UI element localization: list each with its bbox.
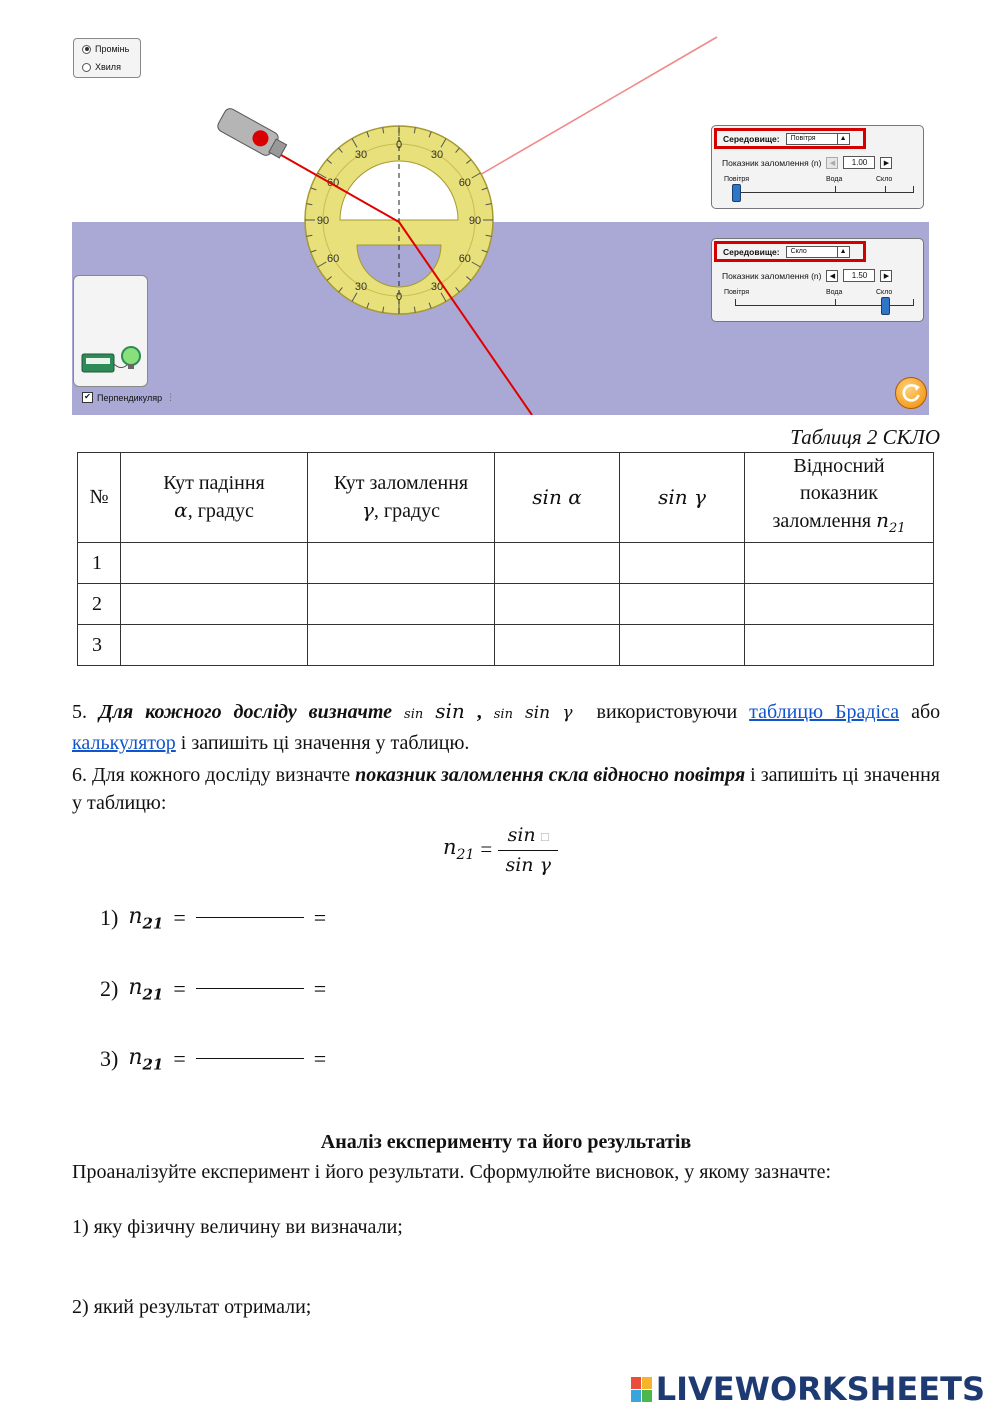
- table-row: 2: [78, 584, 934, 625]
- input-cell[interactable]: [745, 584, 934, 625]
- protractor-label: 60: [458, 253, 471, 265]
- input-cell[interactable]: [495, 584, 620, 625]
- simulation-canvas: [72, 35, 929, 415]
- radio-icon[interactable]: [82, 45, 91, 54]
- task-6: 6. Для кожного досліду визначте показник заломлення скла відносно повітря і запишіть ці значення у таблицю:: [72, 764, 940, 814]
- header-number: №: [78, 453, 121, 543]
- increase-index-button[interactable]: ▶: [880, 270, 892, 282]
- answer-fraction-field[interactable]: [196, 1058, 304, 1059]
- calculator-link[interactable]: калькулятор: [72, 732, 176, 754]
- index-value[interactable]: 1.00: [843, 156, 875, 169]
- answer-line-3: 3) $n_{21}$ = =: [100, 1045, 327, 1074]
- protractor-label: 60: [458, 177, 471, 189]
- answer-line-1: 1) $n_{21}$ = =: [100, 904, 327, 933]
- refraction-simulation: [72, 35, 929, 415]
- input-cell[interactable]: [121, 584, 308, 625]
- checkbox-icon[interactable]: ✔: [82, 392, 93, 403]
- tools-box: [73, 275, 148, 387]
- bottom-medium-panel: Середовище: Скло ▲ Показник заломлення (n) ◀ 1.50 ▶ Повітря Вода Скло: [711, 238, 924, 322]
- protractor-label: 90: [468, 215, 482, 227]
- dropdown-arrow-icon: ▲: [837, 134, 849, 144]
- medium-select[interactable]: Повітря ▲: [786, 133, 850, 145]
- input-cell[interactable]: [745, 625, 934, 666]
- intensity-meter-icon[interactable]: [74, 276, 147, 386]
- mode-option-wave[interactable]: Хвиля: [82, 62, 121, 72]
- results-table: [77, 452, 934, 666]
- slider-track[interactable]: [735, 192, 914, 193]
- input-cell[interactable]: [308, 584, 495, 625]
- analysis-question-1: 1) яку фізичну величину ви визначали;: [72, 1216, 403, 1238]
- refraction-formula: $n_{21}$ = sin □ sin γ: [443, 822, 558, 876]
- header-refraction-angle: Кут заломлення γ, градус: [308, 453, 495, 543]
- input-cell[interactable]: [620, 543, 745, 584]
- input-cell[interactable]: [308, 543, 495, 584]
- reset-button[interactable]: [895, 377, 927, 409]
- protractor-label: 90: [316, 215, 330, 227]
- liveworksheets-logo: LIVEWORKSHEETS: [631, 1370, 985, 1408]
- header-relative-index: Відносний показник заломлення $n_{21}$: [745, 453, 934, 543]
- slider-tick: [885, 186, 886, 193]
- laser-pointer[interactable]: [216, 107, 289, 163]
- input-cell[interactable]: [745, 543, 934, 584]
- analysis-intro: Проаналізуйте експеримент і його результати. Сформулюйте висновок, у якому зазначте:: [72, 1161, 832, 1183]
- protractor-label: 0: [395, 139, 403, 151]
- slider-tick: [735, 299, 736, 306]
- input-cell[interactable]: [308, 625, 495, 666]
- medium-select[interactable]: Скло ▲: [786, 246, 850, 258]
- table-caption: Таблиця 2 СКЛО: [790, 425, 940, 449]
- perpendicular-toggle[interactable]: ✔ Перпендикуляр ⋮: [82, 392, 175, 403]
- index-slider-thumb[interactable]: [881, 297, 890, 315]
- protractor-label: 30: [354, 280, 368, 293]
- header-sin-alpha: sin α: [495, 453, 620, 543]
- formula-fraction: sin □ sin γ: [498, 822, 558, 876]
- dropdown-arrow-icon: ▲: [837, 247, 849, 257]
- slider-tick: [835, 186, 836, 193]
- slider-tick: [913, 186, 914, 193]
- analysis-question-2: 2) який результат отримали;: [72, 1296, 312, 1318]
- slider-tick: [913, 299, 914, 306]
- reset-icon: [896, 378, 926, 408]
- slider-tick: [835, 299, 836, 306]
- input-cell[interactable]: [495, 543, 620, 584]
- brand-squares-icon: [631, 1377, 652, 1402]
- index-value[interactable]: 1.50: [843, 269, 875, 282]
- header-incidence-angle: Кут падіння α, градус: [121, 453, 308, 543]
- increase-index-button[interactable]: ▶: [880, 157, 892, 169]
- mode-option-ray[interactable]: Промінь: [82, 44, 129, 54]
- mode-selector: [73, 38, 141, 78]
- analysis-heading: Аналіз експерименту та його результатів: [320, 1131, 692, 1153]
- protractor-label: 0: [395, 291, 403, 303]
- protractor-label: 60: [327, 177, 340, 189]
- radio-icon[interactable]: [82, 63, 91, 72]
- input-cell[interactable]: [495, 625, 620, 666]
- index-slider-thumb[interactable]: [732, 184, 741, 202]
- table-row: 1: [78, 543, 934, 584]
- task-5: 5. Для кожного досліду визначте sin sin , sin sin γ використовуючи таблицю Брадіса або калькулятор і запишіть ці значення у таблицю.: [72, 699, 941, 754]
- header-sin-gamma: sin γ: [620, 453, 745, 543]
- input-cell[interactable]: [121, 543, 308, 584]
- medium-header: Середовище: Скло ▲: [714, 241, 866, 262]
- protractor-label: 60: [327, 253, 340, 265]
- medium-header: Середовище: Повітря ▲: [714, 128, 866, 149]
- table-row: 3: [78, 625, 934, 666]
- decrease-index-button[interactable]: ◀: [826, 157, 838, 169]
- answer-line-2: 2) $n_{21}$ = =: [100, 975, 327, 1004]
- top-medium-panel: Середовище: Повітря ▲ Показник заломлення (n) ◀ 1.00 ▶ Повітря Вода Скло: [711, 125, 924, 209]
- bradis-table-link[interactable]: таблицю Брадіса: [749, 701, 900, 723]
- table-header-row: [78, 453, 934, 543]
- index-row: Показник заломлення (n) ◀ 1.50 ▶: [722, 269, 892, 282]
- input-cell[interactable]: [121, 625, 308, 666]
- decrease-index-button[interactable]: ◀: [826, 270, 838, 282]
- protractor-label: 30: [354, 149, 368, 162]
- answer-fraction-field[interactable]: [196, 988, 304, 989]
- index-row: Показник заломлення (n) ◀ 1.00 ▶: [722, 156, 892, 169]
- protractor-label: 30: [430, 280, 444, 293]
- input-cell[interactable]: [620, 584, 745, 625]
- answer-fraction-field[interactable]: [196, 917, 304, 918]
- protractor-label: 30: [430, 149, 444, 162]
- drag-handle-icon: ⋮: [166, 392, 176, 402]
- input-cell[interactable]: [620, 625, 745, 666]
